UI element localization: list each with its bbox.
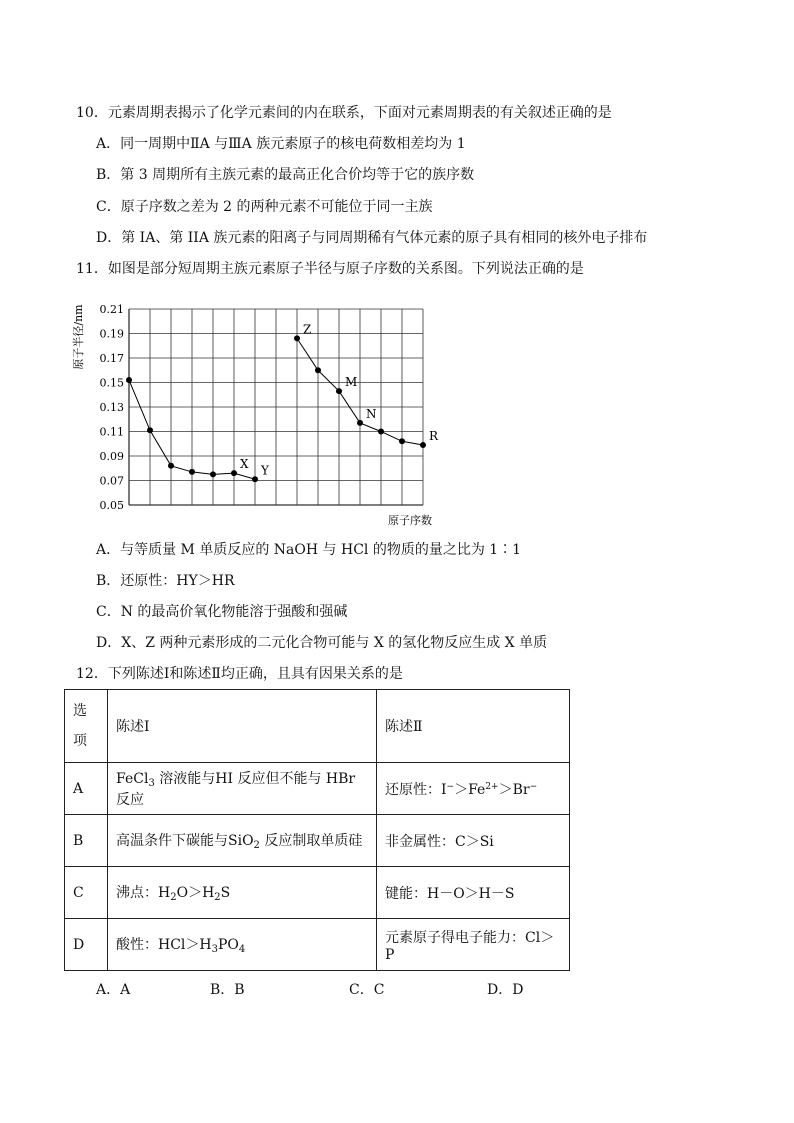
data-point	[231, 470, 237, 476]
q12-table	[64, 689, 570, 971]
y-tick-label: 0.13	[99, 401, 124, 414]
data-point	[126, 377, 132, 383]
q12-choice-b: B．B	[210, 982, 245, 998]
table-row	[65, 919, 570, 971]
row-option: D	[65, 919, 108, 971]
y-axis-label: 原子半径/nm	[72, 304, 85, 370]
atomic-radius-chart	[68, 297, 448, 529]
table-row	[65, 763, 570, 815]
y-tick-label: 0.21	[99, 303, 124, 316]
y-tick-label: 0.07	[99, 474, 124, 488]
q12-choice-d: D．D	[487, 982, 524, 998]
row-statement-2: 元素原子得电子能力：Cl＞P	[377, 919, 570, 971]
q12-stem: 12．下列陈述Ⅰ和陈述Ⅱ均正确，且具有因果关系的是	[76, 666, 403, 682]
point-label-M: M	[345, 375, 358, 390]
q10-stem: 10．元素周期表揭示了化学元素间的内在联系，下面对元素周期表的有关叙述正确的是	[76, 105, 612, 121]
y-tick-label: 0.17	[99, 352, 124, 365]
q10-option-d: D．第 IA、第 IIA 族元素的阳离子与同周期稀有气体元素的原子具有相同的核外电子排布	[96, 230, 648, 246]
q11-option-b: B．还原性：HY＞HR	[96, 573, 235, 589]
header-option-line1: 选	[73, 703, 87, 719]
chart-grid	[129, 309, 423, 505]
data-point	[315, 367, 321, 373]
data-point	[420, 442, 426, 448]
x-axis-label: 原子序数	[388, 514, 432, 527]
table-row	[65, 867, 570, 919]
row-statement-2: 键能：H－O＞H－S	[377, 867, 570, 919]
q12-choice-c: C．C	[349, 982, 385, 998]
data-point	[210, 471, 216, 477]
data-point	[252, 476, 258, 482]
q11-option-d: D．X、Z 两种元素形成的二元化合物可能与 X 的氢化物反应生成 X 单质	[96, 635, 548, 651]
q10-option-c: C．原子序数之差为 2 的两种元素不可能位于同一主族	[96, 199, 433, 215]
row-option: A	[65, 763, 108, 815]
header-statement-2: 陈述Ⅱ	[377, 690, 570, 763]
q11-stem: 11．如图是部分短周期主族元素原子半径与原子序数的关系图。下列说法正确的是	[76, 261, 584, 277]
y-tick-label: 0.11	[99, 425, 124, 439]
point-label-Y: Y	[261, 463, 269, 478]
q11-option-a: A．与等质量 M 单质反应的 NaOH 与 HCl 的物质的量之比为 1∶1	[96, 542, 522, 558]
data-point	[189, 469, 195, 475]
y-tick-label: 0.15	[99, 376, 124, 390]
row-statement-1: 沸点：$H_2O>H_2S$	[108, 867, 377, 919]
chart-canvas	[68, 297, 448, 529]
point-label-N: N	[366, 406, 377, 421]
data-point	[147, 427, 153, 433]
y-tick-labels	[100, 303, 125, 512]
row-statement-2: 还原性：$I^->Fe^{2+}>Br^-$	[377, 763, 570, 815]
table-header-row	[65, 690, 570, 763]
header-option-line2: 项	[73, 733, 87, 749]
q12-choice-a: A．A	[96, 982, 131, 998]
data-point	[336, 388, 342, 394]
row-statement-1: 酸性：$HCl>H_3PO_4$	[108, 919, 377, 971]
header-option	[65, 690, 108, 763]
table-row	[65, 815, 570, 867]
row-statement-2: 非金属性：C＞Si	[377, 815, 570, 867]
q10-option-a: A．同一周期中ⅡA 与ⅢA 族元素原子的核电荷数相差均为 1	[96, 136, 466, 152]
point-label-R: R	[429, 428, 439, 443]
row-statement-1: 高温条件下碳能与SiO$_2$ 反应制取单质硅	[108, 815, 377, 867]
data-point	[168, 463, 174, 469]
data-point	[378, 429, 384, 435]
y-tick-label: 0.09	[99, 450, 124, 463]
header-statement-1: 陈述Ⅰ	[108, 690, 377, 763]
data-point	[294, 335, 300, 341]
row-statement-1: FeCl$_3$ 溶液能与HI 反应但不能与 HBr 反应	[108, 763, 377, 815]
data-point	[399, 438, 405, 444]
point-label-X: X	[240, 457, 249, 472]
data-point	[357, 420, 363, 426]
q10-option-b: B．第 3 周期所有主族元素的最高正化合价均等于它的族序数	[96, 167, 475, 183]
y-tick-label: 0.19	[99, 327, 124, 341]
point-labels	[240, 322, 439, 477]
row-option: C	[65, 867, 108, 919]
q11-option-c: C．N 的最高价氧化物能溶于强酸和强碱	[96, 604, 348, 620]
row-option: B	[65, 815, 108, 867]
y-tick-label: 0.05	[99, 499, 124, 512]
point-label-Z: Z	[303, 322, 312, 337]
